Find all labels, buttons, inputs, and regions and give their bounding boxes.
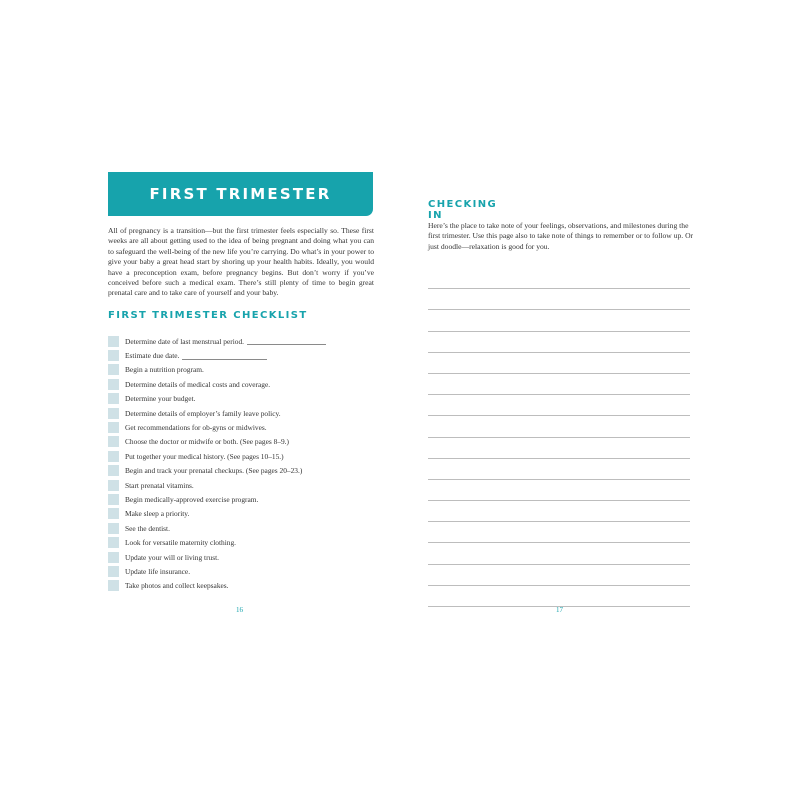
checkbox[interactable] — [108, 552, 119, 563]
checkbox[interactable] — [108, 350, 119, 361]
checkbox[interactable] — [108, 523, 119, 534]
checklist-heading: FIRST TRIMESTER CHECKLIST — [108, 310, 308, 321]
checklist-item — [108, 420, 378, 434]
checkbox[interactable] — [108, 422, 119, 433]
checklist-item — [108, 363, 378, 377]
checklist-item-label: Begin and track your prenatal checkups. (See pages 20–23.) — [125, 466, 303, 476]
writing-line[interactable] — [428, 310, 690, 331]
checklist-item-label: Update your will or living trust. — [125, 552, 220, 562]
checklist-item-label: Make sleep a priority. — [125, 509, 190, 519]
section-banner — [108, 172, 373, 216]
checkbox[interactable] — [108, 566, 119, 577]
writing-line[interactable] — [428, 438, 690, 459]
checkbox[interactable] — [108, 580, 119, 591]
checklist-item-label: Choose the doctor or midwife or both. (See pages 8–9.) — [125, 437, 289, 447]
writing-line[interactable] — [428, 289, 690, 310]
checklist-item-label: Look for versatile maternity clothing. — [125, 538, 237, 548]
checklist-item — [108, 535, 378, 549]
fill-in-line[interactable] — [247, 337, 326, 345]
checklist-item — [108, 406, 378, 420]
writing-line[interactable] — [428, 501, 690, 522]
checkbox[interactable] — [108, 537, 119, 548]
checklist-item — [108, 579, 378, 593]
checklist-item-label: Determine details of employer’s family leave policy. — [125, 408, 281, 418]
checkbox[interactable] — [108, 364, 119, 375]
checklist-item-label: Begin medically-approved exercise program. — [125, 494, 259, 504]
checklist-item — [108, 449, 378, 463]
checklist-item-label: Take photos and collect keepsakes. — [125, 581, 229, 591]
checklist-item-label: Determine details of medical costs and coverage. — [125, 379, 271, 389]
writing-line[interactable] — [428, 459, 690, 480]
writing-line[interactable] — [428, 353, 690, 374]
checkbox[interactable] — [108, 480, 119, 491]
checklist-item — [108, 521, 378, 535]
checklist-item — [108, 464, 378, 478]
writing-line[interactable] — [428, 480, 690, 501]
checklist-item — [108, 348, 378, 362]
page-number-left: 16 — [236, 606, 243, 614]
checklist-item — [108, 435, 378, 449]
checklist-item-label: Determine your budget. — [125, 394, 196, 404]
checklist-item — [108, 492, 378, 506]
checkbox[interactable] — [108, 465, 119, 476]
writing-line[interactable] — [428, 374, 690, 395]
trimester-checklist — [108, 334, 378, 593]
checkbox[interactable] — [108, 336, 119, 347]
writing-line[interactable] — [428, 586, 690, 607]
checklist-item — [108, 334, 378, 348]
writing-line[interactable] — [428, 543, 690, 564]
checkbox[interactable] — [108, 508, 119, 519]
checkbox[interactable] — [108, 379, 119, 390]
checklist-item-label: Get recommendations for ob-gyns or midwives. — [125, 423, 267, 433]
writing-lines — [428, 268, 690, 607]
checklist-item — [108, 478, 378, 492]
checklist-item — [108, 377, 378, 391]
checklist-item — [108, 507, 378, 521]
checkbox[interactable] — [108, 451, 119, 462]
checklist-item — [108, 392, 378, 406]
checkbox[interactable] — [108, 494, 119, 505]
checklist-item-label: Estimate due date. — [125, 351, 180, 361]
checklist-item-label: Start prenatal vitamins. — [125, 480, 194, 490]
checklist-item-label: Begin a nutrition program. — [125, 365, 204, 375]
checking-in-intro: Here’s the place to take note of your feelings, observations, and milestones during the first trimester. Use this page also to take note of things to remember or to follow up. Or just doodle—relaxation is good for you. — [428, 221, 694, 251]
checking-in-heading: CHECKING IN — [428, 199, 498, 221]
writing-line[interactable] — [428, 416, 690, 437]
checkbox[interactable] — [108, 408, 119, 419]
banner-title: FIRST TRIMESTER — [149, 185, 332, 203]
writing-line[interactable] — [428, 395, 690, 416]
intro-paragraph: All of pregnancy is a transition—but the first trimester feels especially so. These first weeks are all about getting used to the idea of being pregnant and doing what you can to safeguard the well-being of the new life you’re carrying. Do what’s in your power to give your baby a great head start by shoring up your health habits. Ideally, you would have a preconception exam, before pregnancy begins. But don’t worry if you’ve conceived before such a medical exam. There’s still plenty of time to begin great prenatal care and to take care of yourself and your baby. — [108, 226, 374, 298]
page-number-right: 17 — [556, 606, 563, 614]
fill-in-line[interactable] — [182, 352, 267, 360]
checklist-item-label: See the dentist. — [125, 523, 170, 533]
checklist-item — [108, 550, 378, 564]
checklist-item-label: Determine date of last menstrual period. — [125, 336, 245, 346]
checkbox[interactable] — [108, 393, 119, 404]
checklist-item-label: Update life insurance. — [125, 566, 191, 576]
checklist-item — [108, 564, 378, 578]
writing-line[interactable] — [428, 268, 690, 289]
writing-line[interactable] — [428, 522, 690, 543]
writing-line[interactable] — [428, 565, 690, 586]
checklist-item-label: Put together your medical history. (See pages 10–15.) — [125, 451, 284, 461]
writing-line[interactable] — [428, 332, 690, 353]
checkbox[interactable] — [108, 436, 119, 447]
